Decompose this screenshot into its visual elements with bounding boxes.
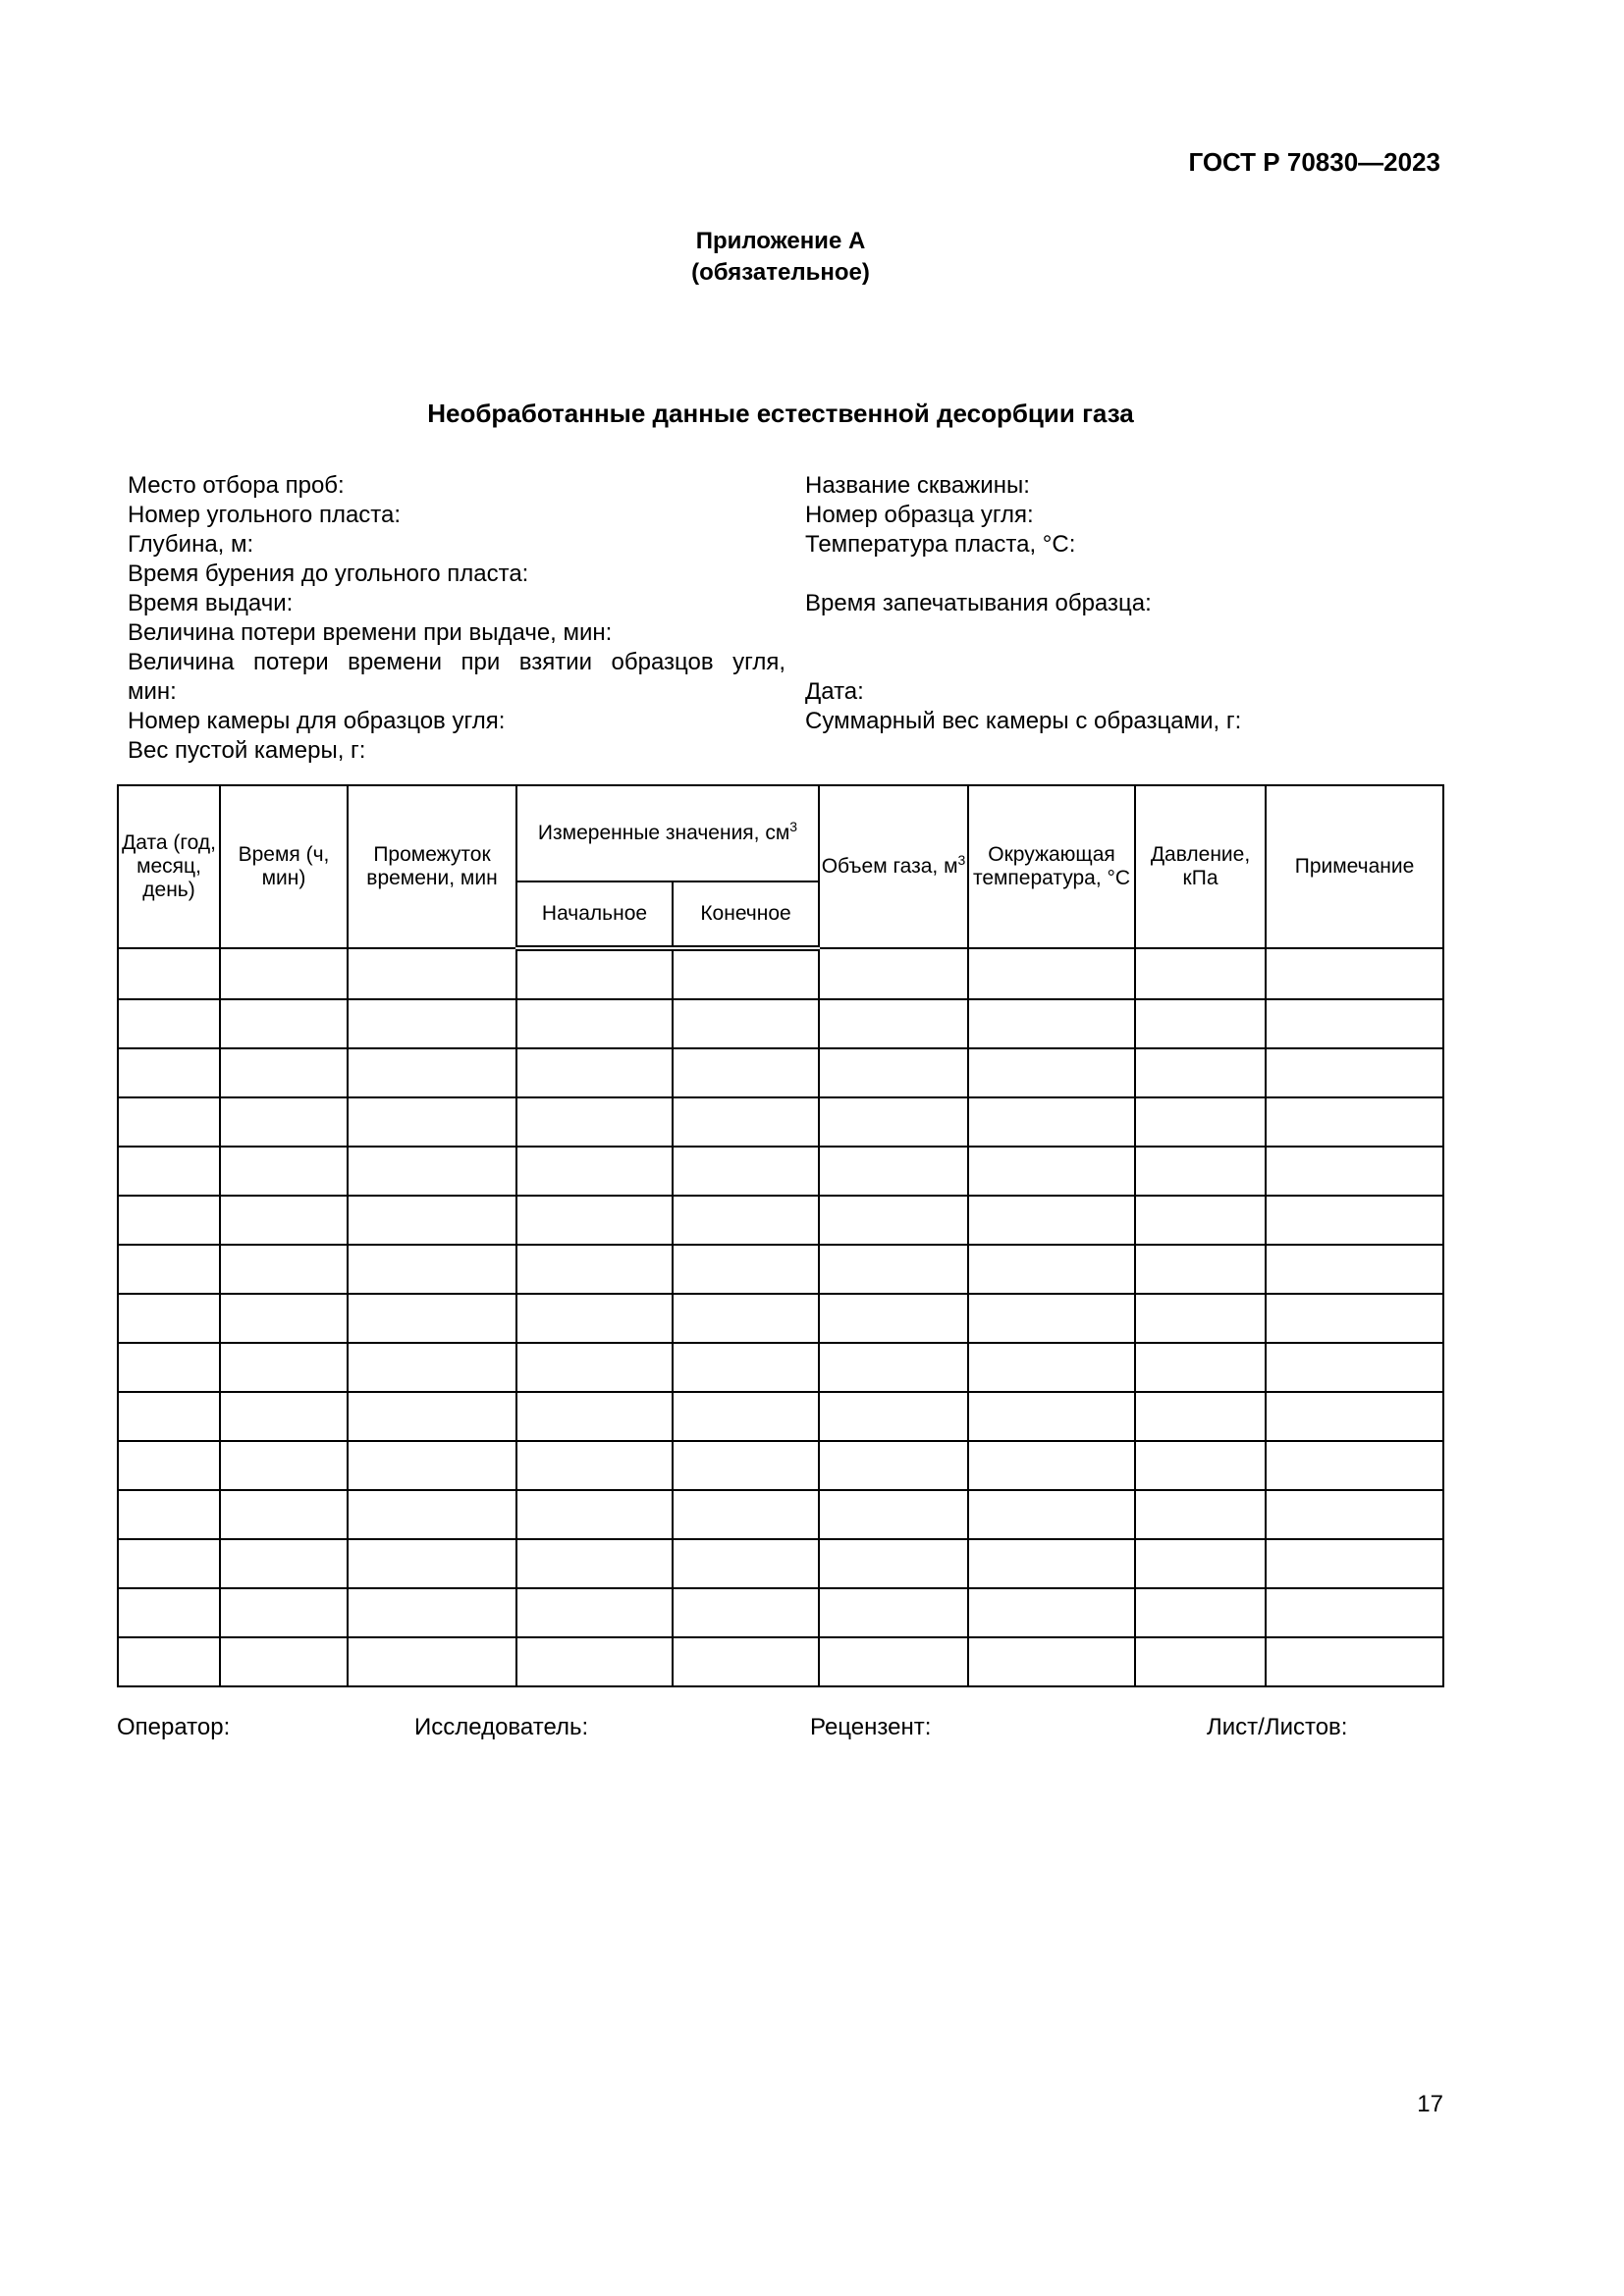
table-cell <box>1266 1245 1443 1294</box>
table-cell <box>819 1539 968 1588</box>
table-cell <box>819 1097 968 1147</box>
table-row <box>118 1048 1443 1097</box>
field-drilling-time: Время бурения до угольного пласта: <box>128 561 529 587</box>
table-cell <box>1135 948 1266 999</box>
table-row <box>118 999 1443 1048</box>
table-cell <box>220 1245 348 1294</box>
table-cell <box>348 1588 516 1637</box>
table-row <box>118 1539 1443 1588</box>
table-cell <box>1266 1588 1443 1637</box>
page-number: 17 <box>1417 2091 1443 2117</box>
table-cell <box>348 1048 516 1097</box>
table-cell <box>1266 1490 1443 1539</box>
table-row <box>118 1392 1443 1441</box>
table-cell <box>673 1097 819 1147</box>
table-cell <box>516 1539 673 1588</box>
field-date: Дата: <box>805 678 864 705</box>
table-cell <box>1266 1637 1443 1686</box>
table-cell <box>220 1147 348 1196</box>
table-cell <box>348 1539 516 1588</box>
field-sampling-place: Место отбора проб: <box>128 472 345 499</box>
table-cell <box>118 1196 220 1245</box>
table-row <box>118 1588 1443 1637</box>
table-cell <box>1135 1294 1266 1343</box>
table-cell <box>819 1196 968 1245</box>
table-row <box>118 1245 1443 1294</box>
header-gas-volume: Объем газа, $м^3$ <box>819 785 968 948</box>
table-cell <box>118 1294 220 1343</box>
table-cell <box>968 1588 1135 1637</box>
appendix-heading <box>0 226 1561 289</box>
table-cell <box>118 1637 220 1686</box>
table-cell <box>118 1343 220 1392</box>
table-cell <box>819 1294 968 1343</box>
table-cell <box>968 1245 1135 1294</box>
footer-reviewer: Рецензент: <box>810 1714 932 1740</box>
field-retrieval-time-loss: Величина потери времени при выдаче, мин: <box>128 619 613 646</box>
table-cell <box>1135 1539 1266 1588</box>
table-cell <box>673 999 819 1048</box>
footer-sheets: Лист/Листов: <box>1207 1714 1348 1740</box>
table-cell <box>348 1392 516 1441</box>
footer-operator: Оператор: <box>117 1714 231 1740</box>
table-cell <box>673 1245 819 1294</box>
table-cell <box>348 1245 516 1294</box>
field-sampling-time-loss: Величина потери времени при взятии образцов угля, <box>128 649 785 675</box>
table-cell <box>673 1196 819 1245</box>
table-cell <box>968 1097 1135 1147</box>
table-cell <box>1135 1392 1266 1441</box>
header-pressure: Давление, кПа <box>1135 785 1266 948</box>
table-cell <box>819 999 968 1048</box>
table-cell <box>819 1147 968 1196</box>
table-cell <box>516 1343 673 1392</box>
table-cell <box>673 1048 819 1097</box>
table-cell <box>1135 1637 1266 1686</box>
table-cell <box>348 1637 516 1686</box>
header-ambient-temperature: Окружающая температура, °С <box>968 785 1135 948</box>
table-cell <box>118 1588 220 1637</box>
table-cell <box>516 1392 673 1441</box>
table-cell <box>118 1392 220 1441</box>
table-cell <box>968 1441 1135 1490</box>
table-cell <box>1135 1147 1266 1196</box>
field-sampling-time-loss-unit: мин: <box>128 678 177 705</box>
table-cell <box>1135 1490 1266 1539</box>
table-row <box>118 1490 1443 1539</box>
table-cell <box>673 948 819 999</box>
table-cell <box>673 1147 819 1196</box>
table-cell <box>968 1196 1135 1245</box>
table-cell <box>1135 1097 1266 1147</box>
table-cell <box>220 1097 348 1147</box>
table-cell <box>819 1048 968 1097</box>
table-cell <box>819 1441 968 1490</box>
table-cell <box>1135 1588 1266 1637</box>
table-cell <box>348 948 516 999</box>
table-cell <box>968 999 1135 1048</box>
table-cell <box>516 1097 673 1147</box>
table-cell <box>673 1343 819 1392</box>
table-cell <box>1266 1343 1443 1392</box>
table-row <box>118 1097 1443 1147</box>
table-cell <box>968 1147 1135 1196</box>
table-cell <box>1266 1196 1443 1245</box>
table-cell <box>516 948 673 999</box>
header-note: Примечание <box>1266 785 1443 948</box>
field-depth: Глубина, м: <box>128 531 254 558</box>
table-cell <box>348 1196 516 1245</box>
table-cell <box>220 1392 348 1441</box>
table-cell <box>118 1539 220 1588</box>
table-cell <box>673 1539 819 1588</box>
table-cell <box>220 1539 348 1588</box>
table-cell <box>118 1490 220 1539</box>
table-row <box>118 1343 1443 1392</box>
table-cell <box>673 1490 819 1539</box>
document-code: ГОСТ Р 70830—2023 <box>1188 147 1440 177</box>
table-cell <box>516 1637 673 1686</box>
header-time: Время (ч, мин) <box>220 785 348 948</box>
table-cell <box>1266 999 1443 1048</box>
table-row <box>118 948 1443 999</box>
table-cell <box>118 1441 220 1490</box>
table-cell <box>348 1147 516 1196</box>
header-measured-values: Измеренные значения, $см^3$ <box>516 785 819 881</box>
header-initial: Начальное <box>516 881 673 948</box>
desorption-data-table <box>117 784 1444 1687</box>
document-title: Необработанные данные естественной десорбции газа <box>427 399 1134 428</box>
table-cell <box>220 1490 348 1539</box>
table-cell <box>1266 1097 1443 1147</box>
table-cell <box>220 948 348 999</box>
field-retrieval-time: Время выдачи: <box>128 590 294 616</box>
table-cell <box>220 999 348 1048</box>
table-cell <box>516 1147 673 1196</box>
table-cell <box>348 1441 516 1490</box>
table-cell <box>516 1588 673 1637</box>
field-sample-number: Номер образца угля: <box>805 502 1034 528</box>
table-cell <box>1266 1048 1443 1097</box>
table-cell <box>819 948 968 999</box>
table-cell <box>516 1441 673 1490</box>
header-interval: Промежуток времени, мин <box>348 785 516 948</box>
table-cell <box>968 948 1135 999</box>
table-row <box>118 1147 1443 1196</box>
table-cell <box>968 1539 1135 1588</box>
field-seam-temperature: Температура пласта, °C: <box>805 531 1076 558</box>
table-row <box>118 1196 1443 1245</box>
table-row <box>118 1294 1443 1343</box>
table-cell <box>1266 1392 1443 1441</box>
footer-researcher: Исследователь: <box>414 1714 589 1740</box>
table-cell <box>348 999 516 1048</box>
table-cell <box>968 1490 1135 1539</box>
table-cell <box>1135 1441 1266 1490</box>
field-empty-chamber-weight: Вес пустой камеры, г: <box>128 737 366 764</box>
table-cell <box>118 1048 220 1097</box>
table-cell <box>1135 1048 1266 1097</box>
table-cell <box>118 999 220 1048</box>
table-cell <box>819 1490 968 1539</box>
table-cell <box>118 948 220 999</box>
table-cell <box>348 1490 516 1539</box>
table-cell <box>220 1196 348 1245</box>
table-cell <box>819 1392 968 1441</box>
table-cell <box>516 1490 673 1539</box>
table-cell <box>1135 1196 1266 1245</box>
table-cell <box>819 1343 968 1392</box>
table-cell <box>220 1343 348 1392</box>
table-cell <box>118 1245 220 1294</box>
table-cell <box>673 1637 819 1686</box>
field-seam-number: Номер угольного пласта: <box>128 502 402 528</box>
table-cell <box>516 1048 673 1097</box>
table-cell <box>819 1637 968 1686</box>
table-cell <box>220 1048 348 1097</box>
table-cell <box>673 1392 819 1441</box>
table-cell <box>516 1294 673 1343</box>
table-cell <box>220 1441 348 1490</box>
field-chamber-number: Номер камеры для образцов угля: <box>128 708 506 734</box>
table-cell <box>968 1294 1135 1343</box>
table-row <box>118 1637 1443 1686</box>
table-cell <box>1266 1539 1443 1588</box>
table-cell <box>819 1588 968 1637</box>
table-cell <box>516 1245 673 1294</box>
appendix-title: Приложение А <box>695 228 866 254</box>
table-cell <box>1266 1441 1443 1490</box>
table-cell <box>118 1147 220 1196</box>
table-cell <box>673 1294 819 1343</box>
table-cell <box>1266 948 1443 999</box>
table-cell <box>1135 1343 1266 1392</box>
table-cell <box>220 1294 348 1343</box>
table-cell <box>1135 1245 1266 1294</box>
table-cell <box>1266 1294 1443 1343</box>
header-date: Дата (год, месяц, день) <box>118 785 220 948</box>
table-cell <box>348 1343 516 1392</box>
table-cell <box>673 1588 819 1637</box>
field-sealing-time: Время запечатывания образца: <box>805 590 1152 616</box>
table-row <box>118 1441 1443 1490</box>
table-cell <box>1266 1147 1443 1196</box>
appendix-note: (обязательное) <box>691 259 870 286</box>
table-cell <box>968 1392 1135 1441</box>
table-cell <box>968 1637 1135 1686</box>
table-body <box>118 948 1443 1686</box>
table-cell <box>516 1196 673 1245</box>
field-well-name: Название скважины: <box>805 472 1030 499</box>
table-cell <box>220 1637 348 1686</box>
table-cell <box>220 1588 348 1637</box>
table-cell <box>968 1048 1135 1097</box>
field-total-weight: Суммарный вес камеры с образцами, г: <box>805 708 1242 734</box>
table-cell <box>819 1245 968 1294</box>
table-cell <box>516 999 673 1048</box>
table-cell <box>348 1097 516 1147</box>
table-cell <box>348 1294 516 1343</box>
table-cell <box>118 1097 220 1147</box>
header-final: Конечное <box>673 881 819 948</box>
table-cell <box>673 1441 819 1490</box>
table-cell <box>968 1343 1135 1392</box>
table-cell <box>1135 999 1266 1048</box>
